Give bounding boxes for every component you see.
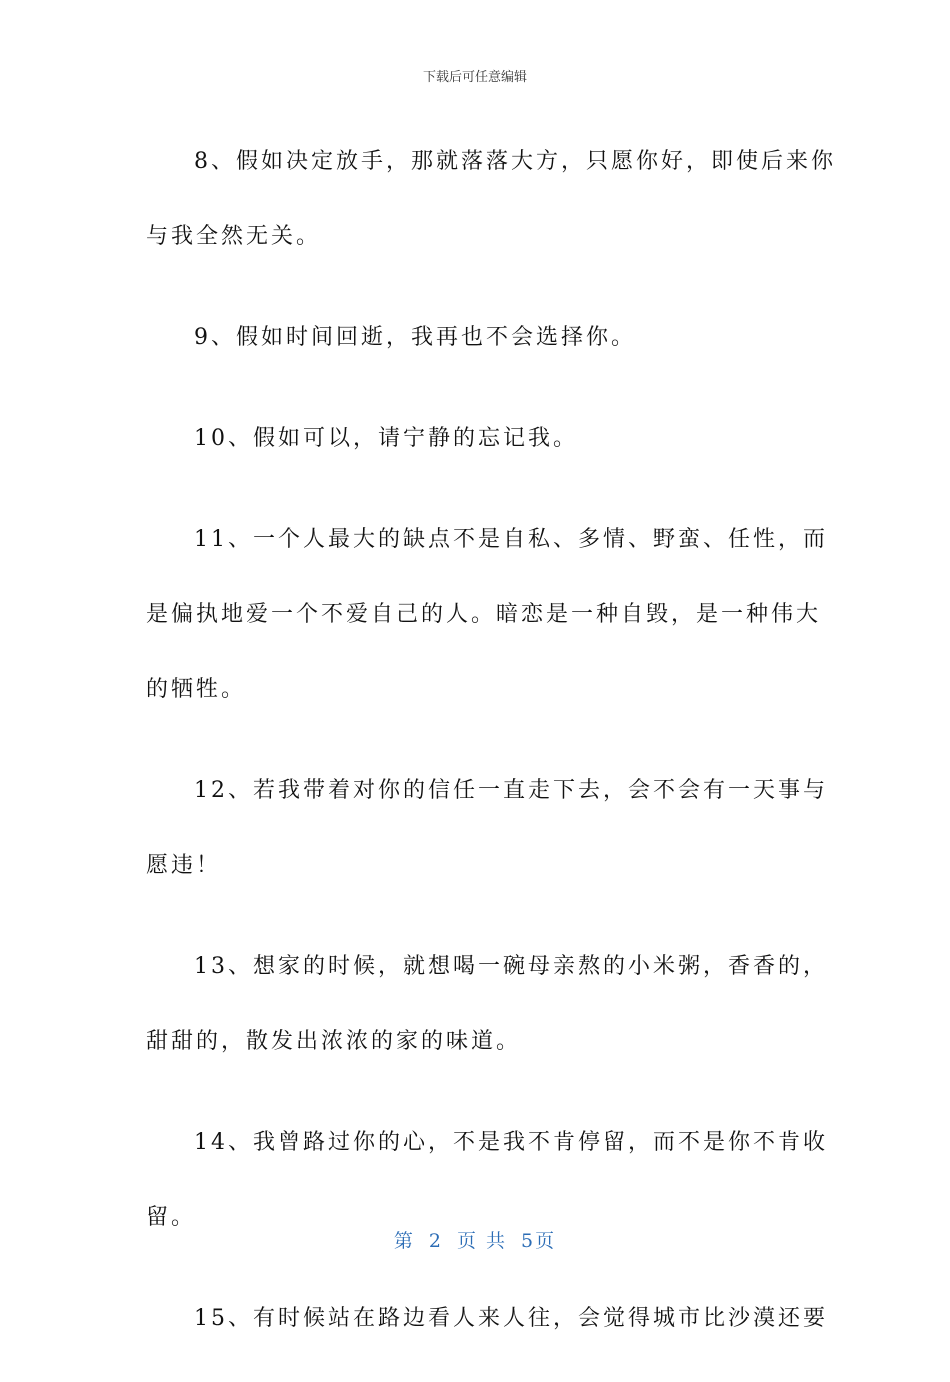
paragraph-8 bbox=[146, 124, 836, 274]
paragraph-10 bbox=[146, 401, 806, 476]
paragraph-15 bbox=[146, 1281, 828, 1356]
paragraph-line: 愿违！ bbox=[146, 853, 222, 878]
paragraph-line: 的牺牲。 bbox=[146, 677, 247, 702]
paragraph-12 bbox=[146, 753, 828, 903]
paragraph-9 bbox=[146, 300, 806, 375]
paragraph-line: 留。 bbox=[146, 1205, 197, 1230]
paragraph-line: 11、一个人最大的缺点不是自私、多情、野蛮、任性，而 bbox=[194, 527, 828, 552]
paragraph-11 bbox=[146, 502, 828, 727]
paragraph-line: 是偏执地爱一个不爱自己的人。暗恋是一种自毁，是一种伟大 bbox=[146, 602, 822, 627]
document-body bbox=[146, 124, 836, 1382]
footer-prefix: 第 bbox=[393, 1230, 415, 1252]
paragraph-line: 与我全然无关。 bbox=[146, 224, 322, 249]
footer-mid: 页 共 bbox=[456, 1230, 508, 1252]
current-page-number: 2 bbox=[428, 1230, 443, 1252]
paragraph-13 bbox=[146, 929, 828, 1079]
page-footer bbox=[0, 1226, 950, 1253]
paragraph-line: 10、假如可以，请宁静的忘记我。 bbox=[194, 426, 578, 451]
paragraph-line: 甜甜的，散发出浓浓的家的味道。 bbox=[146, 1029, 522, 1054]
total-pages: 5页 bbox=[521, 1230, 557, 1252]
paragraph-line: 9、假如时间回逝，我再也不会选择你。 bbox=[194, 325, 636, 350]
paragraph-line: 12、若我带着对你的信任一直走下去，会不会有一天事与 bbox=[194, 778, 828, 803]
page-header: 下载后可任意编辑 bbox=[422, 70, 527, 85]
paragraph-line: 15、有时候站在路边看人来人往，会觉得城市比沙漠还要 bbox=[194, 1306, 828, 1331]
paragraph-line: 14、我曾路过你的心，不是我不肯停留，而不是你不肯收 bbox=[194, 1130, 828, 1155]
paragraph-line: 13、想家的时候，就想喝一碗母亲熬的小米粥，香香的， bbox=[194, 954, 828, 979]
paragraph-line: 8、假如决定放手，那就落落大方，只愿你好，即使后来你 bbox=[194, 149, 836, 174]
